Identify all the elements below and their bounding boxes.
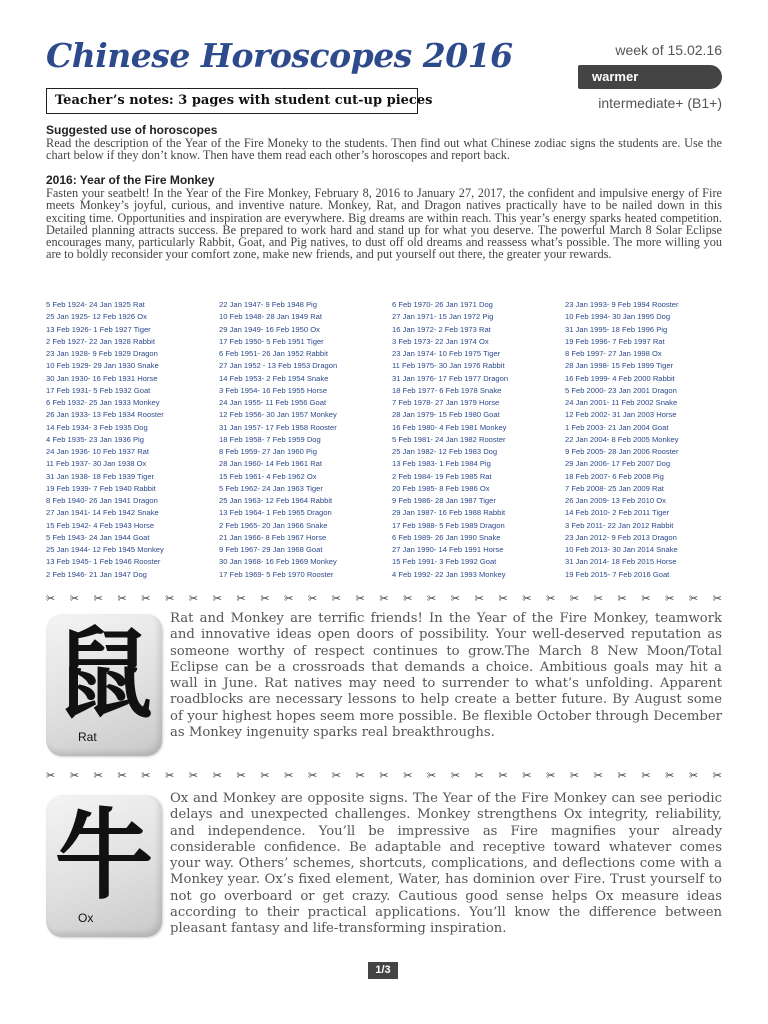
date-range-entry: 17 Feb 1969- 5 Feb 1970 Rooster: [219, 569, 334, 579]
scissors-icon: ✂: [165, 769, 175, 782]
scissors-icon: ✂: [546, 769, 556, 782]
scissors-icon: ✂: [688, 592, 699, 605]
rat-tile: [46, 614, 162, 756]
scissors-icon: ✂: [236, 592, 246, 605]
date-range-entry: 17 Feb 1988- 5 Feb 1989 Dragon: [392, 520, 505, 530]
scissors-icon: ✂: [260, 592, 270, 605]
scissors-icon: ✂: [260, 769, 270, 782]
date-range-entry: 25 Jan 1963- 12 Feb 1964 Rabbit: [219, 496, 333, 505]
date-range-entry: 13 Feb 1945- 1 Feb 1946 Rooster: [46, 557, 161, 567]
date-range-entry: 27 Jan 1990- 14 Feb 1991 Horse: [392, 545, 504, 554]
scissors-icon: ✂: [379, 592, 389, 605]
date-range-entry: 12 Feb 2002- 31 Jan 2003 Horse: [565, 410, 677, 420]
date-range-entry: 9 Feb 1967- 29 Jan 1968 Goat: [219, 545, 323, 554]
scissors-icon: ✂: [569, 769, 580, 782]
date-range-entry: 5 Feb 1981- 24 Jan 1982 Rooster: [392, 434, 506, 444]
date-range-entry: 31 Jan 1976- 17 Feb 1977 Dragon: [392, 373, 509, 383]
date-range-entry: 23 Jan 2012- 9 Feb 2013 Dragon: [565, 532, 677, 542]
date-range-entry: 26 Jan 1933- 13 Feb 1934 Rooster: [46, 410, 164, 420]
date-column: [565, 299, 738, 581]
date-range-entry: 13 Feb 1926- 1 Feb 1927 Tiger: [46, 324, 151, 334]
scissors-icon: ✂: [379, 769, 389, 782]
suggested-use-heading: Suggested use of horoscopes: [46, 123, 218, 137]
date-range-entry: 29 Jan 1949- 16 Feb 1950 Ox: [219, 324, 320, 334]
date-range-entry: 9 Feb 1986- 28 Jan 1987 Tiger: [392, 496, 496, 505]
date-range-entry: 2 Feb 1984- 19 Feb 1985 Rat: [392, 471, 492, 481]
scissors-icon: ✂: [617, 769, 627, 782]
scissors-icon: ✂: [331, 769, 341, 782]
date-range-entry: 3 Feb 2011- 22 Jan 2012 Rabbit: [565, 520, 674, 530]
date-range-entry: 2 Feb 1946- 21 Jan 1947 Dog: [46, 569, 147, 579]
date-range-entry: 8 Feb 1959- 27 Jan 1960 Pig: [219, 447, 317, 456]
scissors-icon: ✂: [46, 769, 56, 782]
scissors-icon: ✂: [69, 769, 80, 782]
date-range-entry: 2 Feb 1965- 20 Jan 1966 Snake: [219, 520, 328, 530]
scissors-icon: ✂: [665, 592, 675, 605]
date-range-entry: 27 Jan 1952 - 13 Feb 1953 Dragon: [219, 361, 338, 371]
scissors-icon: ✂: [355, 769, 365, 782]
date-range-entry: 27 Jan 1941- 14 Feb 1942 Snake: [46, 508, 159, 518]
date-range-entry: 16 Feb 1999- 4 Feb 2000 Rabbit: [565, 373, 675, 383]
date-range-entry: 25 Jan 1944- 12 Feb 1945 Monkey: [46, 545, 164, 554]
date-range-entry: 22 Jan 1947- 9 Feb 1948 Pig: [219, 300, 317, 309]
date-range-entry: 8 Feb 1997- 27 Jan 1998 Ox: [565, 349, 662, 358]
scissors-icon: ✂: [307, 769, 318, 782]
date-range-entry: 15 Feb 1961- 4 Feb 1962 Ox: [219, 471, 317, 481]
date-range-entry: 20 Feb 1985- 8 Feb 1986 Ox: [392, 483, 490, 493]
date-range-entry: 25 Jan 1982- 12 Feb 1983 Dog: [392, 447, 498, 456]
date-range-entry: 6 Feb 1989- 26 Jan 1990 Snake: [392, 532, 501, 542]
zodiac-date-chart: [46, 299, 736, 579]
scissors-icon: ✂: [141, 592, 151, 605]
date-range-entry: 31 Jan 1995- 18 Feb 1996 Pig: [565, 324, 668, 334]
scissors-icon: ✂: [688, 769, 699, 782]
date-range-entry: 14 Feb 2010- 2 Feb 2011 Tiger: [565, 508, 670, 518]
scissors-icon: ✂: [188, 592, 199, 605]
date-range-entry: 31 Jan 1957- 17 Feb 1958 Rooster: [219, 422, 337, 432]
date-range-entry: 23 Jan 1928- 9 Feb 1929 Dragon: [46, 349, 158, 358]
scissors-icon: ✂: [522, 592, 532, 605]
scissors-icon: ✂: [593, 592, 603, 605]
date-range-entry: 12 Feb 1956- 30 Jan 1957 Monkey: [219, 410, 337, 420]
date-range-entry: 5 Feb 1924- 24 Jan 1925 Rat: [46, 300, 145, 309]
year-heading: 2016: Year of the Fire Monkey: [46, 173, 215, 187]
scissors-icon: ✂: [284, 769, 294, 782]
ox-horoscope-text: Ox and Monkey are opposite signs. The Year of the Fire Monkey can see periodic delays and unexpected challenges. Monkey strengthens Ox integrity, reliability, and independence. You’ll be impressive as Fire magnifies your already considerable confidence. Be adaptable and receptive toward whatever comes your way. Others’ schemes, shortcuts, complications, and deflections come with a Monkey year. Ox’s fixed element, Water, has dominion over Fire. Trust yourself to not go overboard or get crazy. Cautious good sense helps Ox measure ideas according to their practical applications. You’ll know the difference between pleasant fantasy and life-transforming inspiration.: [170, 791, 722, 937]
date-range-entry: 8 Feb 1940- 26 Jan 1941 Dragon: [46, 496, 158, 505]
cut-line: [46, 592, 722, 606]
date-range-entry: 26 Jan 2009- 13 Feb 2010 Ox: [565, 496, 666, 505]
scissors-icon: ✂: [188, 769, 199, 782]
date-range-entry: 19 Feb 2015- 7 Feb 2016 Goat: [565, 569, 670, 579]
date-range-entry: 5 Feb 1962- 24 Jan 1963 Tiger: [219, 483, 323, 493]
date-column: [219, 299, 392, 581]
ox-tile-label: Ox: [78, 911, 94, 925]
scissors-icon: ✂: [212, 769, 222, 782]
ox-tile: [46, 795, 162, 937]
date-range-entry: 31 Jan 2014- 18 Feb 2015 Horse: [565, 557, 677, 567]
scissors-icon: ✂: [46, 592, 56, 605]
rat-horoscope-text: Rat and Monkey are terrific friends! In the Year of the Fire Monkey, teamwork and innovative ideas open doors of possibility. Your well-deserved reputation as someone worthy of respect continues to grow.The March 8 New Moon/Total Eclipse can be a crossroads that demands a choice. Ambitious goals may hit a wall in June. Rat natives may need to surrender to what’s unfolding. Apparent roadblocks are necessary lessons to help create a better future. By August some of your highest hopes seem more possible. Be flexible October through December as Monkey ingenuity sparks real breakthroughs.: [170, 611, 722, 741]
date-range-entry: 5 Feb 2000- 23 Jan 2001 Dragon: [565, 385, 677, 395]
date-range-entry: 5 Feb 1943- 24 Jan 1944 Goat: [46, 532, 150, 542]
date-range-entry: 6 Feb 1951- 26 Jan 1952 Rabbit: [219, 349, 328, 358]
scissors-icon: ✂: [474, 592, 484, 605]
date-range-entry: 28 Jan 1998- 15 Feb 1999 Tiger: [565, 361, 674, 371]
suggested-use-section: [46, 124, 722, 162]
scissors-icon: ✂: [165, 592, 175, 605]
date-range-entry: 16 Feb 1980- 4 Feb 1981 Monkey: [392, 422, 507, 432]
date-range-entry: 11 Feb 1975- 30 Jan 1976 Rabbit: [392, 361, 505, 371]
date-range-entry: 22 Jan 2004- 8 Feb 2005 Monkey: [565, 434, 679, 444]
date-range-entry: 6 Feb 1932- 25 Jan 1933 Monkey: [46, 398, 160, 407]
date-range-entry: 9 Feb 2005- 28 Jan 2006 Rooster: [565, 447, 679, 456]
scissors-icon: ✂: [641, 769, 651, 782]
date-range-entry: 3 Feb 1954- 16 Feb 1955 Horse: [219, 385, 328, 395]
date-range-entry: 4 Feb 1992- 22 Jan 1993 Monkey: [392, 569, 506, 579]
scissors-icon: ✂: [569, 592, 580, 605]
date-range-entry: 24 Jan 1936- 10 Feb 1937 Rat: [46, 447, 150, 456]
scissors-icon: ✂: [498, 592, 508, 605]
date-range-entry: 17 Feb 1950- 5 Feb 1951 Tiger: [219, 336, 324, 346]
rat-tile-label: Rat: [78, 730, 97, 744]
scissors-icon: ✂: [284, 592, 294, 605]
date-range-entry: 30 Jan 1930- 16 Feb 1931 Horse: [46, 373, 158, 383]
scissors-icon: ✂: [474, 769, 484, 782]
scissors-icon: ✂: [307, 592, 318, 605]
scissors-icon: ✂: [617, 592, 627, 605]
date-range-entry: 11 Feb 1937- 30 Jan 1938 Ox: [46, 459, 147, 469]
scissors-icon: ✂: [93, 769, 103, 782]
scissors-icon: ✂: [593, 769, 603, 782]
date-range-entry: 24 Jan 2001- 11 Feb 2002 Snake: [565, 398, 678, 407]
scissors-icon: ✂: [665, 769, 675, 782]
scissors-icon: ✂: [712, 769, 722, 782]
scissors-icon: ✂: [69, 592, 80, 605]
rat-character: 鼠: [54, 618, 153, 732]
date-range-entry: 25 Jan 1925- 12 Feb 1926 Ox: [46, 312, 147, 322]
scissors-icon: ✂: [450, 592, 461, 605]
date-range-entry: 10 Feb 1994- 30 Jan 1995 Dog: [565, 312, 671, 322]
date-column: [392, 299, 565, 581]
scissors-icon: ✂: [712, 592, 722, 605]
date-range-entry: 4 Feb 1935- 23 Jan 1936 Pig: [46, 434, 144, 444]
year-section: [46, 174, 722, 261]
scissors-icon: ✂: [403, 592, 413, 605]
teacher-notes-box: Teacher’s notes: 3 pages with student cut-up pieces: [46, 88, 418, 114]
scissors-icon: ✂: [117, 769, 127, 782]
date-range-entry: 10 Feb 1929- 29 Jan 1930 Snake: [46, 361, 159, 371]
date-range-entry: 1 Feb 2003- 21 Jan 2004 Goat: [565, 422, 669, 432]
date-range-entry: 16 Jan 1972- 2 Feb 1973 Rat: [392, 324, 491, 334]
date-column: [46, 299, 219, 581]
scissors-icon: ✂: [641, 592, 651, 605]
date-range-entry: 6 Feb 1970- 26 Jan 1971 Dog: [392, 300, 493, 309]
date-range-entry: 18 Feb 1958- 7 Feb 1959 Dog: [219, 434, 321, 444]
scissors-icon: ✂: [403, 769, 413, 782]
page-title: Chinese Horoscopes 2016: [46, 36, 513, 75]
date-range-entry: 7 Feb 2008- 25 Jan 2009 Rat: [565, 483, 664, 493]
scissors-icon: ✂: [450, 769, 461, 782]
date-range-entry: 18 Feb 1977- 6 Feb 1978 Snake: [392, 385, 502, 395]
date-range-entry: 10 Feb 2013- 30 Jan 2014 Snake: [565, 545, 678, 554]
scissors-icon: ✂: [93, 592, 103, 605]
date-range-entry: 30 Jan 1968- 16 Feb 1969 Monkey: [219, 557, 337, 567]
page-number: 1/3: [368, 962, 398, 979]
scissors-icon: ✂: [546, 592, 556, 605]
date-range-entry: 7 Feb 1978- 27 Jan 1979 Horse: [392, 398, 500, 407]
date-range-entry: 17 Feb 1931- 5 Feb 1932 Goat: [46, 385, 151, 395]
date-range-entry: 14 Feb 1953- 2 Feb 1954 Snake: [219, 373, 329, 383]
year-text: Fasten your seatbelt! In the Year of the Fire Monkey, February 8, 2016 to January 27, 2017, the confident and impulsive energy of Fire meets Monkey’s joyful, curious, and inventive nature. Monkey, Rat, and Dragon natives practically have to be nailed down in this exciting time. Opportunities and inspiration are everywhere. Big dreams are within reach. This year’s energy sparks heated competition. Detailed planning attracts success. Be prepared to work hard and stand up for what you deserve. The powerful March 8 Solar Eclipse encourages many, particularly Rabbit, Goat, and Pig natives, to dust off old dreams and reassess what’s possible. The more willing you are to boldly reconsider your comfort zone, make new friends, and put yourself out there, the greater your rewards.: [46, 186, 722, 262]
section-label-badge: warmer: [578, 65, 722, 89]
date-range-entry: 13 Feb 1983- 1 Feb 1984 Pig: [392, 459, 491, 469]
date-range-entry: 10 Feb 1948- 28 Jan 1949 Rat: [219, 312, 323, 322]
level-label: intermediate+ (B1+): [598, 95, 722, 111]
scissors-icon: ✂: [331, 592, 341, 605]
scissors-icon: ✂: [212, 592, 222, 605]
date-range-entry: 15 Feb 1991- 3 Feb 1992 Goat: [392, 557, 497, 567]
scissors-icon: ✂: [141, 769, 151, 782]
date-range-entry: 29 Jan 2006- 17 Feb 2007 Dog: [565, 459, 671, 469]
date-range-entry: 28 Jan 1960- 14 Feb 1961 Rat: [219, 459, 323, 469]
date-range-entry: 14 Feb 1934- 3 Feb 1935 Dog: [46, 422, 148, 432]
scissors-icon: ✂: [498, 769, 508, 782]
scissors-icon: ✂: [355, 592, 365, 605]
date-range-entry: 28 Jan 1979- 15 Feb 1980 Goat: [392, 410, 500, 420]
date-range-entry: 19 Feb 1996- 7 Feb 1997 Rat: [565, 336, 665, 346]
date-range-entry: 31 Jan 1938- 18 Feb 1939 Tiger: [46, 471, 155, 481]
scissors-icon: ✂: [427, 592, 437, 605]
date-range-entry: 29 Jan 1987- 16 Feb 1988 Rabbit: [392, 508, 506, 518]
date-range-entry: 18 Feb 2007- 6 Feb 2008 Pig: [565, 471, 664, 481]
suggested-use-text: Read the description of the Year of the Fire Moneky to the students. Then find out what Chinese zodiac signs the students are. Use the chart below if they don’t know. Then have them read each other’s horoscopes and report back.: [46, 136, 722, 163]
date-range-entry: 15 Feb 1942- 4 Feb 1943 Horse: [46, 520, 155, 530]
date-range-entry: 13 Feb 1964- 1 Feb 1965 Dragon: [219, 508, 332, 518]
date-range-entry: 23 Jan 1974- 10 Feb 1975 Tiger: [392, 349, 501, 358]
week-date: week of 15.02.16: [615, 42, 722, 58]
date-range-entry: 2 Feb 1927- 22 Jan 1928 Rabbit: [46, 336, 155, 346]
scissors-icon: ✂: [117, 592, 127, 605]
date-range-entry: 19 Feb 1939- 7 Feb 1940 Rabbit: [46, 483, 156, 493]
scissors-icon: ✂: [236, 769, 246, 782]
ox-character: 牛: [54, 799, 153, 913]
date-range-entry: 3 Feb 1973- 22 Jan 1974 Ox: [392, 336, 489, 346]
date-range-entry: 27 Jan 1971- 15 Jan 1972 Pig: [392, 312, 494, 322]
cut-line: [46, 769, 722, 783]
scissors-icon: ✂: [427, 769, 437, 782]
date-range-entry: 24 Jan 1955- 11 Feb 1956 Goat: [219, 398, 327, 407]
date-range-entry: 23 Jan 1993- 9 Feb 1994 Rooster: [565, 300, 679, 309]
scissors-icon: ✂: [522, 769, 532, 782]
date-range-entry: 21 Jan 1966- 8 Feb 1967 Horse: [219, 532, 327, 542]
